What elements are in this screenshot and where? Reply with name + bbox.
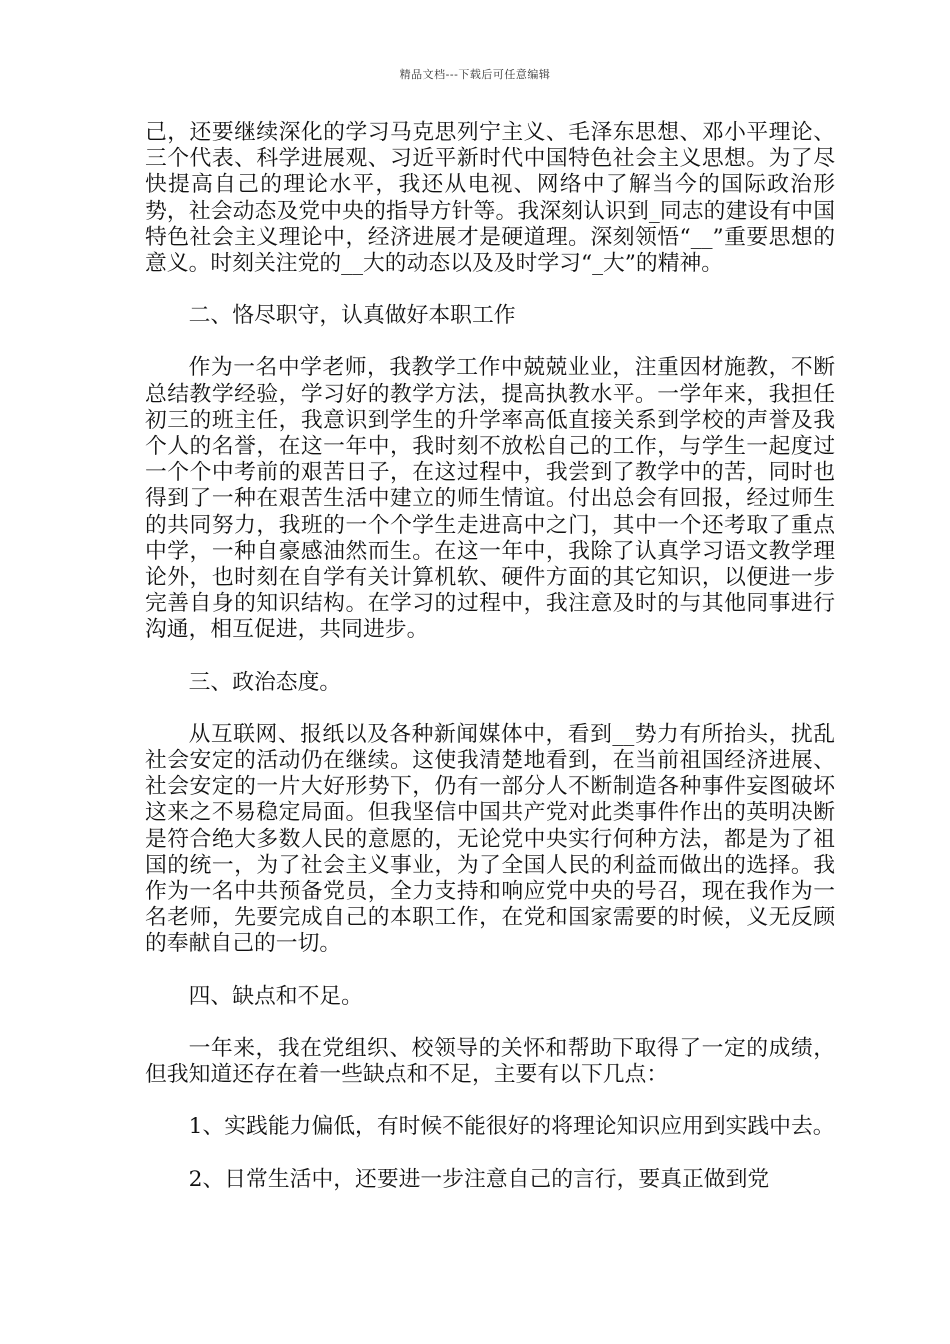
paragraph-theory-study: 己，还要继续深化的学习马克思列宁主义、毛泽东思想、邓小平理论、三个代表、科学进展观、习近平新时代中国特色社会主义思想。为了尽快提高自己的理论水平，我还从电视、网络中了解当今的国际政治形势，社会动态及党中央的指导方针等。我深刻认识到_同志的建设有中国特色社会主义理论中，经济进展才是硬道理。深刻领悟“__”重要思想的意义。时刻关注党的__大的动态以及及时学习“_大”的精神。 — [145, 120, 835, 277]
list-item-shortcoming-1: 1、实践能力偏低，有时候不能很好的将理论知识应用到实践中去。 — [188, 1114, 835, 1140]
paragraph-shortcomings-intro: 一年来，我在党组织、校领导的关怀和帮助下取得了一定的成绩，但我知道还存在着一些缺点和不足，主要有以下几点： — [145, 1035, 835, 1088]
document-body — [145, 120, 835, 1219]
section-heading-duty: 二、恪尽职守，认真做好本职工作 — [188, 303, 516, 329]
paragraph-teaching-work: 作为一名中学老师，我教学工作中兢兢业业，注重因材施教，不断总结教学经验，学习好的教学方法，提高执教水平。一学年来，我担任初三的班主任，我意识到学生的升学率高低直接关系到学校的声誉及我个人的名誉，在这一年中，我时刻不放松自己的工作，与学生一起度过一个个中考前的艰苦日子，在这过程中，我尝到了教学中的苦，同时也得到了一种在艰苦生活中建立的师生情谊。付出总会有回报，经过师生的共同努力，我班的一个个学生走进高中之门，其中一个还考取了重点中学，一种自豪感油然而生。在这一年中，我除了认真学习语文教学理论外，也时刻在自学有关计算机软、硬件方面的其它知识，以便进一步完善自身的知识结构。在学习的过程中，我注意及时的与其他同事进行沟通，相互促进，共同进步。 — [145, 355, 835, 643]
section-heading-politics: 三、政治态度。 — [188, 669, 342, 695]
list-item-shortcoming-2: 2、日常生活中，还要进一步注意自己的言行，要真正做到党 — [188, 1166, 770, 1192]
section-heading-shortcomings: 四、缺点和不足。 — [188, 983, 363, 1009]
paragraph-political-attitude: 从互联网、报纸以及各种新闻媒体中，看到__势力有所抬头，扰乱社会安定的活动仍在继续。这使我清楚地看到，在当前祖国经济进展、社会安定的一片大好形势下，仍有一部分人不断制造各种事件妄图破坏这来之不易稳定局面。但我坚信中国共产党对此类事件作出的英明决断是符合绝大多数人民的意愿的，无论党中央实行何种方法，都是为了祖国的统一，为了社会主义事业，为了全国人民的利益而做出的选择。我作为一名中共预备党员，全力支持和响应党中央的号召，现在我作为一名老师，先要完成自己的本职工作，在党和国家需要的时候，义无反顾的奉献自己的一切。 — [145, 721, 835, 957]
page-header: 精品文档---下载后可任意编辑 — [399, 68, 551, 81]
